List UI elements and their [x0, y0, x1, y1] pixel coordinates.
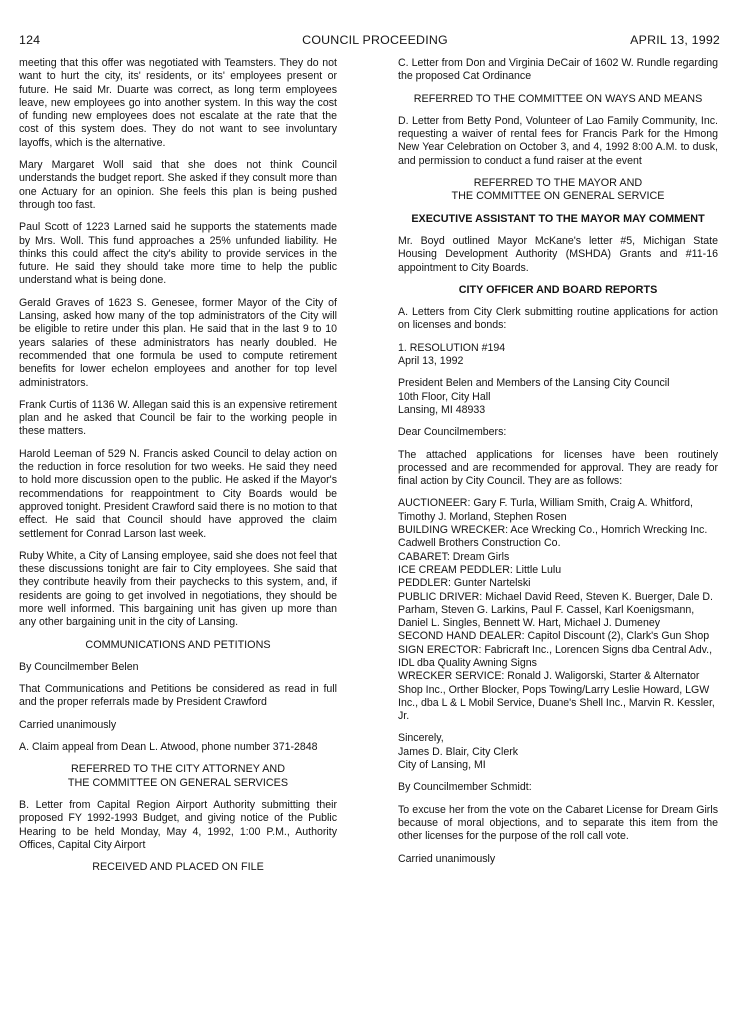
- paragraph-graves: Gerald Graves of 1623 S. Genesee, former Mayor of the City of Lansing, asked how many of the top administrators of the City will be eligible to retire under this plan. He said that in the last 9 to 10 years salaries of these administrators has nearly doubled. He recommended that one formula be used to compute retirement benefits for lower echelon employees and another for top level administrators.: [19, 296, 337, 389]
- address-line-2: 10th Floor, City Hall: [398, 390, 491, 403]
- resolution-block: [398, 342, 718, 369]
- referral-attorney-line-1: REFERRED TO THE CITY ATTORNEY AND: [71, 763, 285, 776]
- item-b-airport: B. Letter from Capital Region Airport Authority submitting their proposed FY 1992-1993 Budget, and giving notice of the Public Hearing to be held Monday, May 4, 1992, 1:00 P.M., Authority Offices, Capital City Airport: [19, 798, 337, 851]
- paragraph-woll: Mary Margaret Woll said that she does not think Council understands the budget report. She asked if they consult more than one Actuary for an opinion. She feels this plan is being pushed through too fast.: [19, 159, 337, 211]
- closing: Sincerely,: [398, 732, 444, 745]
- heading-executive-assistant: EXECUTIVE ASSISTANT TO THE MAYOR MAY COMMENT: [411, 212, 705, 225]
- signer-name: James D. Blair, City Clerk: [398, 745, 519, 758]
- paragraph-attached-applications: The attached applications for licenses have been routinely processed and are recommended for approval. They are ready for final action by City Council. They are as follows:: [398, 448, 718, 488]
- paragraph-curtis: Frank Curtis of 1136 W. Allegan said this is an expensive retirement plan and he asked that Council be fair to the working people in these matters.: [19, 398, 337, 438]
- referral-filed: RECEIVED AND PLACED ON FILE: [92, 861, 264, 874]
- right-column: [398, 57, 718, 875]
- address-line-1: President Belen and Members of the Lansing City Council: [398, 377, 670, 390]
- paragraph-leeman: Harold Leeman of 529 N. Francis asked Council to delay action on the reduction in force resolution for two weeks. He said they need to hold more discussion open to the public. He asked if the Mayor's recommendations for reappointment to City Boards would be approved tonight. President Crawford said there is no motion to that effect. He said that Council should have approved the claim settlement for Conrad Larson last week.: [19, 447, 337, 540]
- resolution-date: April 13, 1992: [398, 355, 464, 368]
- resolution-number: 1. RESOLUTION #194: [398, 341, 506, 354]
- page-date: APRIL 13, 1992: [630, 33, 720, 47]
- license-list: AUCTIONEER: Gary F. Turla, William Smith, Craig A. Whitford, Timothy J. Morland, Stephen Rosen BUILDING WRECKER: Ace Wrecking Co., Homrich Wrecking Inc. Cadwell Brothers Construction Co. CABARET: Dream Girls ICE CREAM PEDDLER: Little Lulu PEDDLER: Gunter Nartelski PUBLIC DRIVER: Michael David Reed, Steven K. Buerger, Dale D. Parham, Steven G. Larkins, Paul F. Cassel, Karl Koenigsmann, Daniel L. Singles, Bennett W. Hart, Michael J. Dumeney SECOND HAND DEALER: Capitol Discount (2), Clark's Gun Shop SIGN ERECTOR: Fabricraft Inc., Lorencen Signs dba Central Adv., IDL dba Quality Awning Signs WRECKER SERVICE: Ronald J. Waligorski, Starter & Alternator Shop Inc., Orther Blocker, Pops Towing/Larry Leslie Howard, LGW Inc., dba L & L Mobil Service, Duane's Shell Inc., Marvin R. Kessler, Jr.: [398, 497, 715, 723]
- heading-communications: COMMUNICATIONS AND PETITIONS: [85, 638, 271, 651]
- mover-schmidt: By Councilmember Schmidt:: [398, 781, 532, 794]
- referral-mayor-line-1: REFERRED TO THE MAYOR AND: [473, 177, 643, 190]
- referral-mayor-line-2: THE COMMITTEE ON GENERAL SERVICE: [451, 190, 665, 203]
- item-d-letter: D. Letter from Betty Pond, Volunteer of Lao Family Community, Inc. requesting a waiver of rental fees for Francis Park for the Hmong New Year Celebration on October 3, and 4, 1992 8:00 A.M. to dusk, and permission to conduct a fund raiser at the event: [398, 114, 718, 167]
- vote-result-1: Carried unanimously: [19, 718, 117, 731]
- signer-office: City of Lansing, MI: [398, 759, 486, 772]
- referral-attorney: [19, 763, 337, 790]
- paragraph-communications-motion: That Communications and Petitions be considered as read in full and the proper referrals made by President Crawford: [19, 683, 337, 709]
- paragraph-white: Ruby White, a City of Lansing employee, said she does not feel that these discussions tonight are fair to City employees. She said that they contribute heavily from their paychecks to this system, and, if residents are going to get involved in negotiations, they should be more well informed. This bargaining unit has given up more than any other bargaining unit in the city of Lansing.: [19, 549, 337, 629]
- referral-ways-means: REFERRED TO THE COMMITTEE ON WAYS AND MEANS: [413, 92, 703, 105]
- page-number: 124: [19, 33, 41, 47]
- referral-mayor: [398, 177, 718, 204]
- paragraph-scott: Paul Scott of 1223 Larned said he supports the statements made by Mrs. Woll. This fund approaches a 25% unfunded liability. He thinks this could affect the city's ability to provide services in the future. He said they should take more time to help the public understand what is being done.: [19, 221, 337, 287]
- signature-block: [398, 732, 718, 772]
- left-column: [19, 57, 337, 883]
- page-title: COUNCIL PROCEEDING: [302, 33, 448, 47]
- letters-from-clerk: A. Letters from City Clerk submitting routine applications for action on licenses and bonds:: [398, 306, 718, 332]
- mover-belen: By Councilmember Belen: [19, 660, 139, 673]
- referral-attorney-line-2: THE COMMITTEE ON GENERAL SERVICES: [67, 776, 289, 789]
- item-a-claim: A. Claim appeal from Dean L. Atwood, phone number 371-2848: [19, 741, 318, 754]
- address-line-3: Lansing, MI 48933: [398, 403, 486, 416]
- vote-result-2: Carried unanimously: [398, 852, 496, 865]
- item-c-letter: C. Letter from Don and Virginia DeCair of 1602 W. Rundle regarding the proposed Cat Ordinance: [398, 57, 718, 83]
- heading-city-officer: CITY OFFICER AND BOARD REPORTS: [458, 283, 658, 296]
- paragraph-teamsters: meeting that this offer was negotiated with Teamsters. They do not want to hurt the city, its' residents, or its' employees present or future. He said Mr. Duarte was correct, as long term employees leave, new employees go into another system. In this way the cost of funding new employees does not escalate at the rate that the cost of this system does. They do not want to see involuntary layoffs, which is the alternative.: [19, 57, 337, 149]
- salutation: Dear Councilmembers:: [398, 426, 507, 439]
- paragraph-boyd: Mr. Boyd outlined Mayor McKane's letter #5, Michigan State Housing Development Authority (MSHDA) Grants and #11-16 appointment to City Boards.: [398, 234, 718, 274]
- address-block: [398, 377, 718, 417]
- paragraph-excuse: To excuse her from the vote on the Cabaret License for Dream Girls because of moral objections, and to separate this item from the other licenses for the purpose of the roll call vote.: [398, 803, 718, 843]
